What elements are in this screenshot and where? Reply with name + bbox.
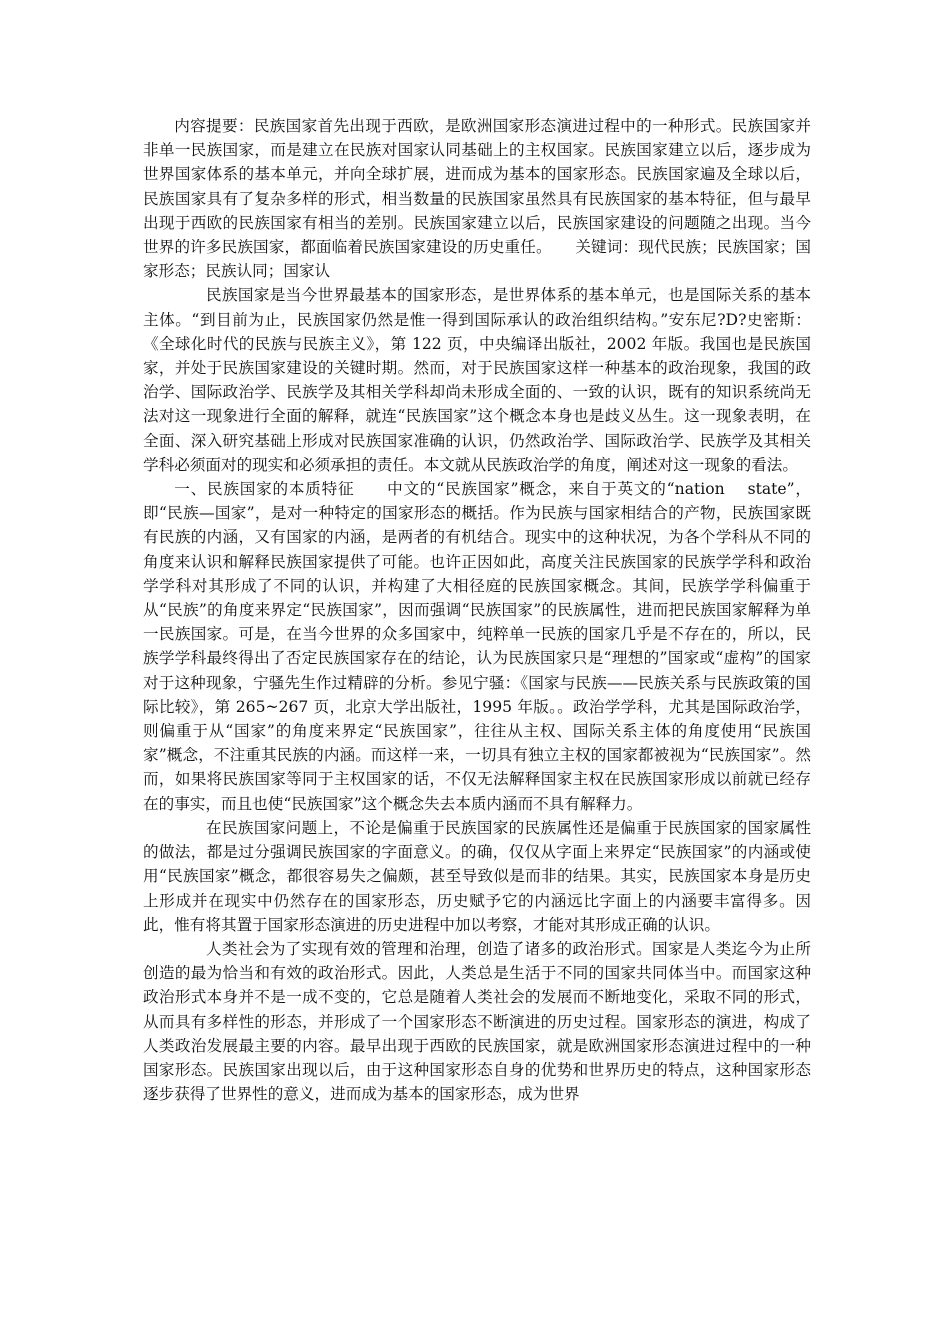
body-paragraph: 人类社会为了实现有效的管理和治理，创造了诸多的政治形式。国家是人类迄今为止所创造的最为恰当和有效的政治形式。因此，人类总是生活于不同的国家共同体当中。而国家这种政治形式本身并不是一成不变的，它总是随着人类社会的发展而不断地变化，采取不同的形式，从而具有多样性的形态，并形成了一个国家形态不断演进的历史过程。国家形态的演进，构成了人类政治发展最主要的内容。最早出现于西欧的民族国家，就是欧洲国家形态演进过程中的一种国家形态。民族国家出现以后，由于这种国家形态自身的优势和世界历史的特点，这种国家形态逐步获得了世界性的意义，进而成为基本的国家形态，成为世界	[143, 939, 811, 1104]
section-one-paragraph: 一、民族国家的本质特征 中文的“民族国家”概念，来自于英文的“nation state”，即“民族—国家”，是对一种特定的国家形态的概括。作为民族与国家相结合的产物，民族国家既有民族的内涵，又有国家的内涵，是两者的有机结合。现实中的这种状况，为各个学科从不同的角度来认识和解释民族国家提供了可能。也许正因如此，高度关注民族国家的民族学学科和政治学学科对其形成了不同的认识，并构建了大相径庭的民族国家概念。其间，民族学学科偏重于从“民族”的角度来界定“民族国家”，因而强调“民族国家”的民族属性，进而把民族国家解释为单一民族国家。可是，在当今世界的众多国家中，纯粹单一民族的国家几乎是不存在的，所以，民族学学科最终得出了否定民族国家存在的结论，认为民族国家只是“理想的”国家或“虚构”的国家对于这种现象，宁骚先生作过精辟的分析。参见宁骚：《国家与民族——民族关系与民族政策的国际比较》，第 265~267 页，北京大学出版社，1995 年版。。政治学学科，尤其是国际政治学，则偏重于从“国家”的角度来界定“民族国家”，往往从主权、国际关系主体的角度使用“民族国家”概念，不注重其民族的内涵。而这样一来，一切具有独立主权的国家都被视为“民族国家”。然而，如果将民族国家等同于主权国家的话，不仅无法解释国家主权在民族国家形成以前就已经存在的事实，而且也使“民族国家”这个概念失去本质内涵而不具有解释力。	[143, 480, 811, 813]
intro-paragraph: 民族国家是当今世界最基本的国家形态，是世界体系的基本单元，也是国际关系的基本主体。“到目前为止，民族国家仍然是惟一得到国际承认的政治组织结构。”安东尼?D?史密斯：《全球化时代的民族与民族主义》，第 122 页，中央编译出版社，2002 年版。我国也是民族国家，并处于民族国家建设的关键时期。然而，对于民族国家这样一种基本的政治现象，我国的政治学、国际政治学、民族学及其相关学科却尚未形成全面的、一致的认识，既有的知识系统尚无法对这一现象进行全面的解释，就连“民族国家”这个概念本身也是歧义丛生。这一现象表明，在全面、深入研究基础上形成对民族国家准确的认识，仍然政治学、国际政治学、民族学及其相关学科必须面对的现实和必须承担的责任。本文就从民族政治学的角度，阐述对这一现象的看法。	[143, 286, 822, 474]
document-page	[143, 114, 822, 1106]
body-paragraph: 在民族国家问题上，不论是偏重于民族国家的民族属性还是偏重于民族国家的国家属性的做法，都是过分强调民族国家的字面意义。的确，仅仅从字面上来界定“民族国家”的内涵或使用“民族国家”概念，都很容易失之偏颇，甚至导致似是而非的结果。其实，民族国家本身是历史上形成并在现实中仍然存在的国家形态，历史赋予它的内涵远比字面上的内涵要丰富得多。因此，惟有将其置于国家形态演进的历史进程中加以考察，才能对其形成正确的认识。	[143, 818, 811, 934]
abstract-paragraph: 内容提要：民族国家首先出现于西欧，是欧洲国家形态演进过程中的一种形式。民族国家并非单一民族国家，而是建立在民族对国家认同基础上的主权国家。民族国家建立以后，逐步成为世界国家体系的基本单元，并向全球扩展，进而成为基本的国家形态。民族国家遍及全球以后，民族国家具有了复杂多样的形式，相当数量的民族国家虽然具有民族国家的基本特征，但与最早出现于西欧的民族国家有相当的差别。民族国家建立以后，民族国家建设的问题随之出现。当今世界的许多民族国家，都面临着民族国家建设的历史重任。 关键词：现代民族；民族国家；国家形态；民族认同；国家认	[143, 117, 811, 281]
